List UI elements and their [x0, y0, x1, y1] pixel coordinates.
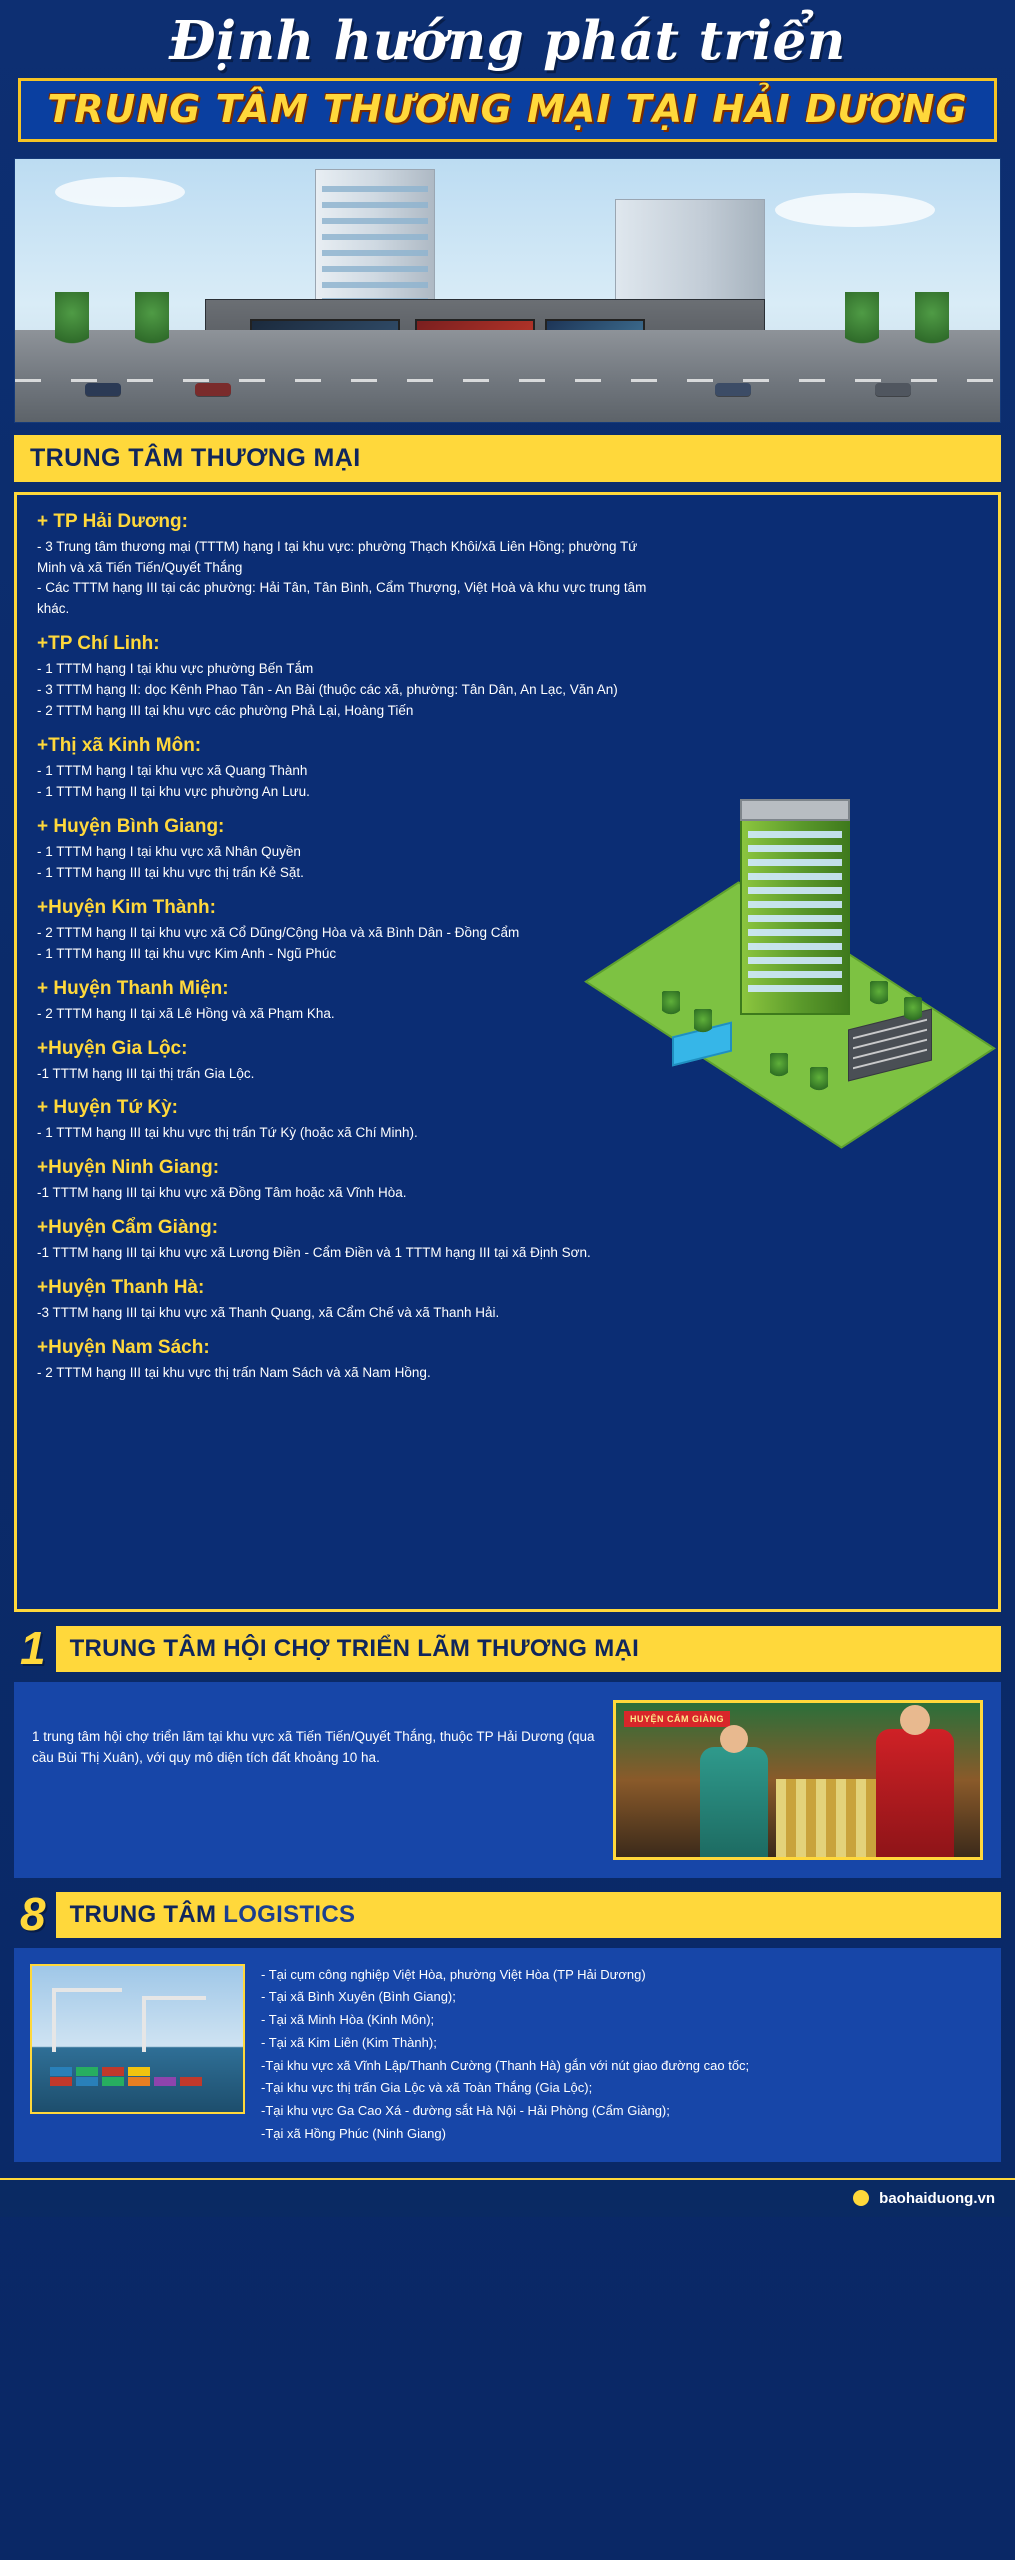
- group-line: - 1 TTTM hạng I tại khu vực xã Quang Thành: [37, 763, 308, 779]
- car-icon: [85, 383, 121, 396]
- group-heading: +Thị xã Kinh Môn:: [37, 735, 202, 757]
- section-bar-logistics: [14, 1887, 1001, 1940]
- list-item: -Tại khu vực Ga Cao Xá - đường sắt Hà Nội - Hải Phòng (Cẩm Giàng);: [261, 2103, 670, 2119]
- list-item: [37, 1038, 978, 1085]
- group-line: -1 TTTM hạng III tại khu vực xã Đồng Tâm hoặc xã Vĩnh Hòa.: [37, 1185, 407, 1201]
- list-item: [37, 816, 978, 884]
- car-icon: [195, 383, 231, 396]
- person-shape: [876, 1729, 954, 1857]
- cloud-shape: [55, 177, 185, 207]
- section-title-logistics-part1: TRUNG TÂM: [69, 1900, 224, 1928]
- footer-source: baohaiduong.vn: [879, 2189, 995, 2207]
- logistics-block: [14, 1948, 1001, 2162]
- section-bar-fair-title-wrap: [56, 1626, 1001, 1672]
- list-item: - Tại xã Minh Hòa (Kinh Môn);: [261, 2012, 435, 2028]
- list-item: [37, 1337, 978, 1384]
- group-line: -1 TTTM hạng III tại thị trấn Gia Lộc.: [37, 1065, 255, 1081]
- fair-photo: [613, 1700, 983, 1860]
- group-heading: +Huyện Gia Lộc:: [37, 1037, 188, 1059]
- container-shape: [76, 2067, 98, 2076]
- list-item: -Tại xã Hồng Phúc (Ninh Giang): [261, 2125, 446, 2141]
- group-heading: + Huyện Thanh Miện:: [37, 977, 229, 999]
- group-line: - Các TTTM hạng III tại các phường: Hải Tân, Tân Bình, Cẩm Thượng, Việt Hoà và khu vực trung tâm khác.: [37, 580, 647, 617]
- crane-shape: [142, 1996, 206, 2000]
- group-line: - 1 TTTM hạng III tại khu vực thị trấn Tứ Kỳ (hoặc xã Chí Minh).: [37, 1125, 418, 1141]
- page-title-banner: [18, 78, 997, 142]
- fair-photo-banner: HUYỆN CẨM GIÀNG: [624, 1711, 730, 1727]
- container-shape: [128, 2077, 150, 2086]
- page-title-line1: Định hướng phát triển: [169, 10, 846, 72]
- group-line: - 2 TTTM hạng II tại khu vực xã Cổ Dũng/Cộng Hòa và xã Bình Dân - Đồng Cẩm: [37, 924, 520, 940]
- group-heading: +Huyện Ninh Giang:: [37, 1157, 220, 1179]
- list-item: [37, 633, 978, 722]
- logistics-list: [261, 1964, 985, 2146]
- crane-shape: [142, 1996, 146, 2052]
- crane-shape: [52, 1988, 122, 1992]
- section-title-logistics-part2: LOGISTICS: [223, 1900, 356, 1928]
- list-item: - Tại cụm công nghiệp Việt Hòa, phường Việt Hòa (TP Hải Dương): [261, 1966, 646, 1982]
- goods-shelf-shape: [776, 1779, 886, 1857]
- cloud-shape: [775, 193, 935, 227]
- section-number-logistics: 8: [20, 1887, 46, 1940]
- section-bar-logistics-title-wrap: [56, 1892, 1001, 1938]
- group-heading: +TP Chí Linh:: [37, 633, 160, 655]
- section-number-fair: 1: [20, 1621, 46, 1674]
- group-line: - 1 TTTM hạng I tại khu vực xã Nhân Quyền: [37, 843, 301, 859]
- list-item: [37, 897, 978, 965]
- group-line: -1 TTTM hạng III tại khu vực xã Lương Điền - Cẩm Điền và 1 TTTM hạng III tại xã Định Sơn.: [37, 1245, 591, 1261]
- list-item: [37, 1217, 978, 1264]
- list-item: - Tại xã Kim Liên (Kim Thành);: [261, 2034, 437, 2050]
- tree-icon: [55, 292, 89, 352]
- group-heading: + Huyện Bình Giang:: [37, 815, 225, 837]
- container-shape: [154, 2077, 176, 2086]
- group-line: - 1 TTTM hạng II tại khu vực phường An Lưu.: [37, 784, 310, 800]
- section-title-trade-centers: TRUNG TÂM THƯƠNG MẠI: [30, 443, 361, 472]
- list-item: [37, 1277, 978, 1324]
- group-heading: +Huyện Thanh Hà:: [37, 1277, 205, 1299]
- car-icon: [715, 383, 751, 396]
- group-heading: + Huyện Tứ Kỳ:: [37, 1097, 178, 1119]
- group-line: -3 TTTM hạng III tại khu vực xã Thanh Quang, xã Cẩm Chế và xã Thanh Hải.: [37, 1305, 500, 1321]
- road-marking: [15, 379, 1000, 382]
- section-bar-fair: [14, 1621, 1001, 1674]
- tree-icon: [845, 292, 879, 352]
- person-shape: [700, 1747, 768, 1857]
- group-line: - 1 TTTM hạng I tại khu vực phường Bến Tắm: [37, 661, 314, 677]
- group-line: - 3 TTTM hạng II: dọc Kênh Phao Tân - An Bài (thuộc các xã, phường: Tân Dân, An Lạc, Văn An): [37, 682, 618, 698]
- car-icon: [875, 383, 911, 396]
- list-item: [37, 735, 978, 803]
- list-item: [37, 1157, 978, 1204]
- group-heading: + TP Hải Dương:: [37, 510, 188, 532]
- group-heading: +Huyện Cẩm Giàng:: [37, 1217, 219, 1239]
- container-shape: [102, 2067, 124, 2076]
- section-bar-trade-centers: [14, 435, 1001, 482]
- container-shape: [50, 2067, 72, 2076]
- container-shape: [76, 2077, 98, 2086]
- tree-icon: [915, 292, 949, 352]
- container-shape: [50, 2077, 72, 2086]
- site-logo-icon: [853, 2190, 869, 2206]
- trade-centers-panel: [14, 492, 1001, 1612]
- crane-shape: [52, 1988, 56, 2052]
- container-shape: [180, 2077, 202, 2086]
- list-item: -Tại khu vực thị trấn Gia Lộc và xã Toàn Thắng (Gia Lộc);: [261, 2080, 593, 2096]
- group-line: - 1 TTTM hạng III tại khu vực thị trấn Kẻ Sặt.: [37, 864, 304, 880]
- group-heading: +Huyện Kim Thành:: [37, 896, 216, 918]
- list-item: -Tại khu vực xã Vĩnh Lập/Thanh Cường (Thanh Hà) gắn với nút giao đường cao tốc;: [261, 2057, 750, 2073]
- fair-block: [14, 1682, 1001, 1878]
- group-line: - 2 TTTM hạng III tại khu vực các phường Phả Lại, Hoàng Tiến: [37, 703, 414, 719]
- group-line: - 3 Trung tâm thương mại (TTTM) hạng I tại khu vực: phường Thạch Khôi/xã Liên Hồng; phường Tứ Minh và xã Tiến Tiến/Quyết Thắng: [37, 538, 638, 575]
- list-item: - Tại xã Bình Xuyên (Bình Giang);: [261, 1989, 456, 2005]
- list-item: [37, 978, 978, 1025]
- header: [0, 0, 1015, 148]
- hero-image-mall-render: [14, 158, 1001, 423]
- group-line: - 2 TTTM hạng III tại khu vực thị trấn Nam Sách và xã Nam Hồng.: [37, 1365, 431, 1381]
- container-shape: [128, 2067, 150, 2076]
- tree-icon: [135, 292, 169, 352]
- group-line: - 1 TTTM hạng III tại khu vực Kim Anh - Ngũ Phúc: [37, 945, 337, 961]
- section-title-logistics: [70, 1901, 356, 1929]
- list-item: [37, 1097, 978, 1144]
- group-heading: +Huyện Nam Sách:: [37, 1337, 210, 1359]
- container-shape: [102, 2077, 124, 2086]
- footer: [0, 2178, 1015, 2217]
- section-title-fair: TRUNG TÂM HỘI CHỢ TRIỂN LÃM THƯƠNG MẠI: [69, 1634, 640, 1662]
- page-title-line2: TRUNG TÂM THƯƠNG MẠI TẠI HẢI DƯƠNG: [47, 86, 968, 131]
- fair-description: 1 trung tâm hội chợ triển lãm tại khu vực xã Tiến Tiến/Quyết Thắng, thuộc TP Hải Dương (qua cầu Bùi Thị Xuân), với quy mô diện tích đất khoảng 10 ha.: [32, 1728, 595, 1766]
- logistics-photo-port: [30, 1964, 245, 2114]
- group-line: - 2 TTTM hạng II tại xã Lê Hồng và xã Phạm Kha.: [37, 1005, 335, 1021]
- list-item: [37, 511, 978, 621]
